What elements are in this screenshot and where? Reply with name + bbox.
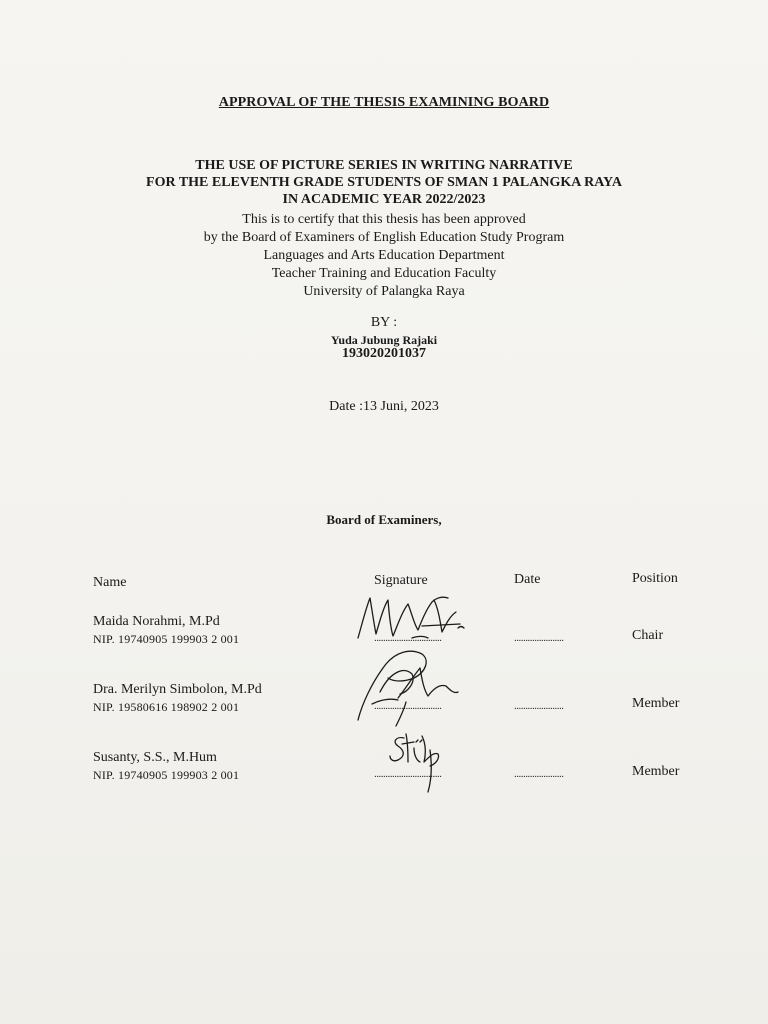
examiner-1-position: Chair	[632, 628, 664, 643]
author-name: Yuda Jubung Rajaki	[330, 333, 438, 347]
examiner-3-name: Susanty, S.S., M.Hum	[93, 750, 217, 765]
column-header-name: Name	[93, 575, 127, 590]
examiner-1-signature	[352, 590, 472, 650]
page-heading: APPROVAL OF THE THESIS EXAMINING BOARD	[218, 95, 550, 110]
certification-line-5: University of Palangka Raya	[303, 284, 465, 299]
examiner-1-name: Maida Norahmi, M.Pd	[93, 614, 220, 629]
examiner-2-name: Dra. Merilyn Simbolon, M.Pd	[93, 682, 262, 697]
examiner-3-nip: NIP. 19740905 199903 2 001	[93, 768, 240, 782]
thesis-title-line-1: THE USE OF PICTURE SERIES IN WRITING NARRATIVE	[195, 158, 573, 173]
thesis-title	[0, 157, 768, 208]
certification-line-3: Languages and Arts Education Department	[263, 248, 505, 263]
examiner-1-signature-line: ..............................	[374, 632, 442, 644]
board-title: Board of Examiners,	[326, 512, 442, 527]
examiner-2-nip: NIP. 19580616 198902 2 001	[93, 700, 240, 714]
column-header-position: Position	[632, 571, 678, 586]
examiner-3-date-line: ......................	[514, 768, 564, 780]
author-id: 193020201037	[342, 346, 426, 361]
thesis-title-line-3: IN ACADEMIC YEAR 2022/2023	[282, 192, 486, 207]
column-header-date: Date	[514, 572, 541, 587]
thesis-title-line-2: FOR THE ELEVENTH GRADE STUDENTS OF SMAN 1 PALANGKA RAYA	[146, 175, 622, 190]
examiner-1-date-line: ......................	[514, 632, 564, 644]
certification-text	[0, 211, 768, 301]
examiner-2-signature	[350, 642, 465, 728]
examiner-1-nip: NIP. 19740905 199903 2 001	[93, 632, 240, 646]
certification-line-1: This is to certify that this thesis has been approved	[242, 212, 526, 227]
certification-line-4: Teacher Training and Education Faculty	[271, 266, 497, 281]
examiner-3-signature-line: ..............................	[374, 768, 442, 780]
examiner-2-date-line: ......................	[514, 700, 564, 712]
by-label: BY :	[370, 315, 398, 330]
examiner-2-signature-line: ..............................	[374, 700, 442, 712]
column-header-signature: Signature	[374, 573, 428, 588]
approval-date: Date :13 Juni, 2023	[329, 399, 439, 414]
examiner-2-position: Member	[632, 696, 680, 711]
certification-line-2: by the Board of Examiners of English Education Study Program	[203, 230, 565, 245]
examiner-3-position: Member	[632, 764, 680, 779]
examiner-3-signature	[386, 728, 446, 796]
